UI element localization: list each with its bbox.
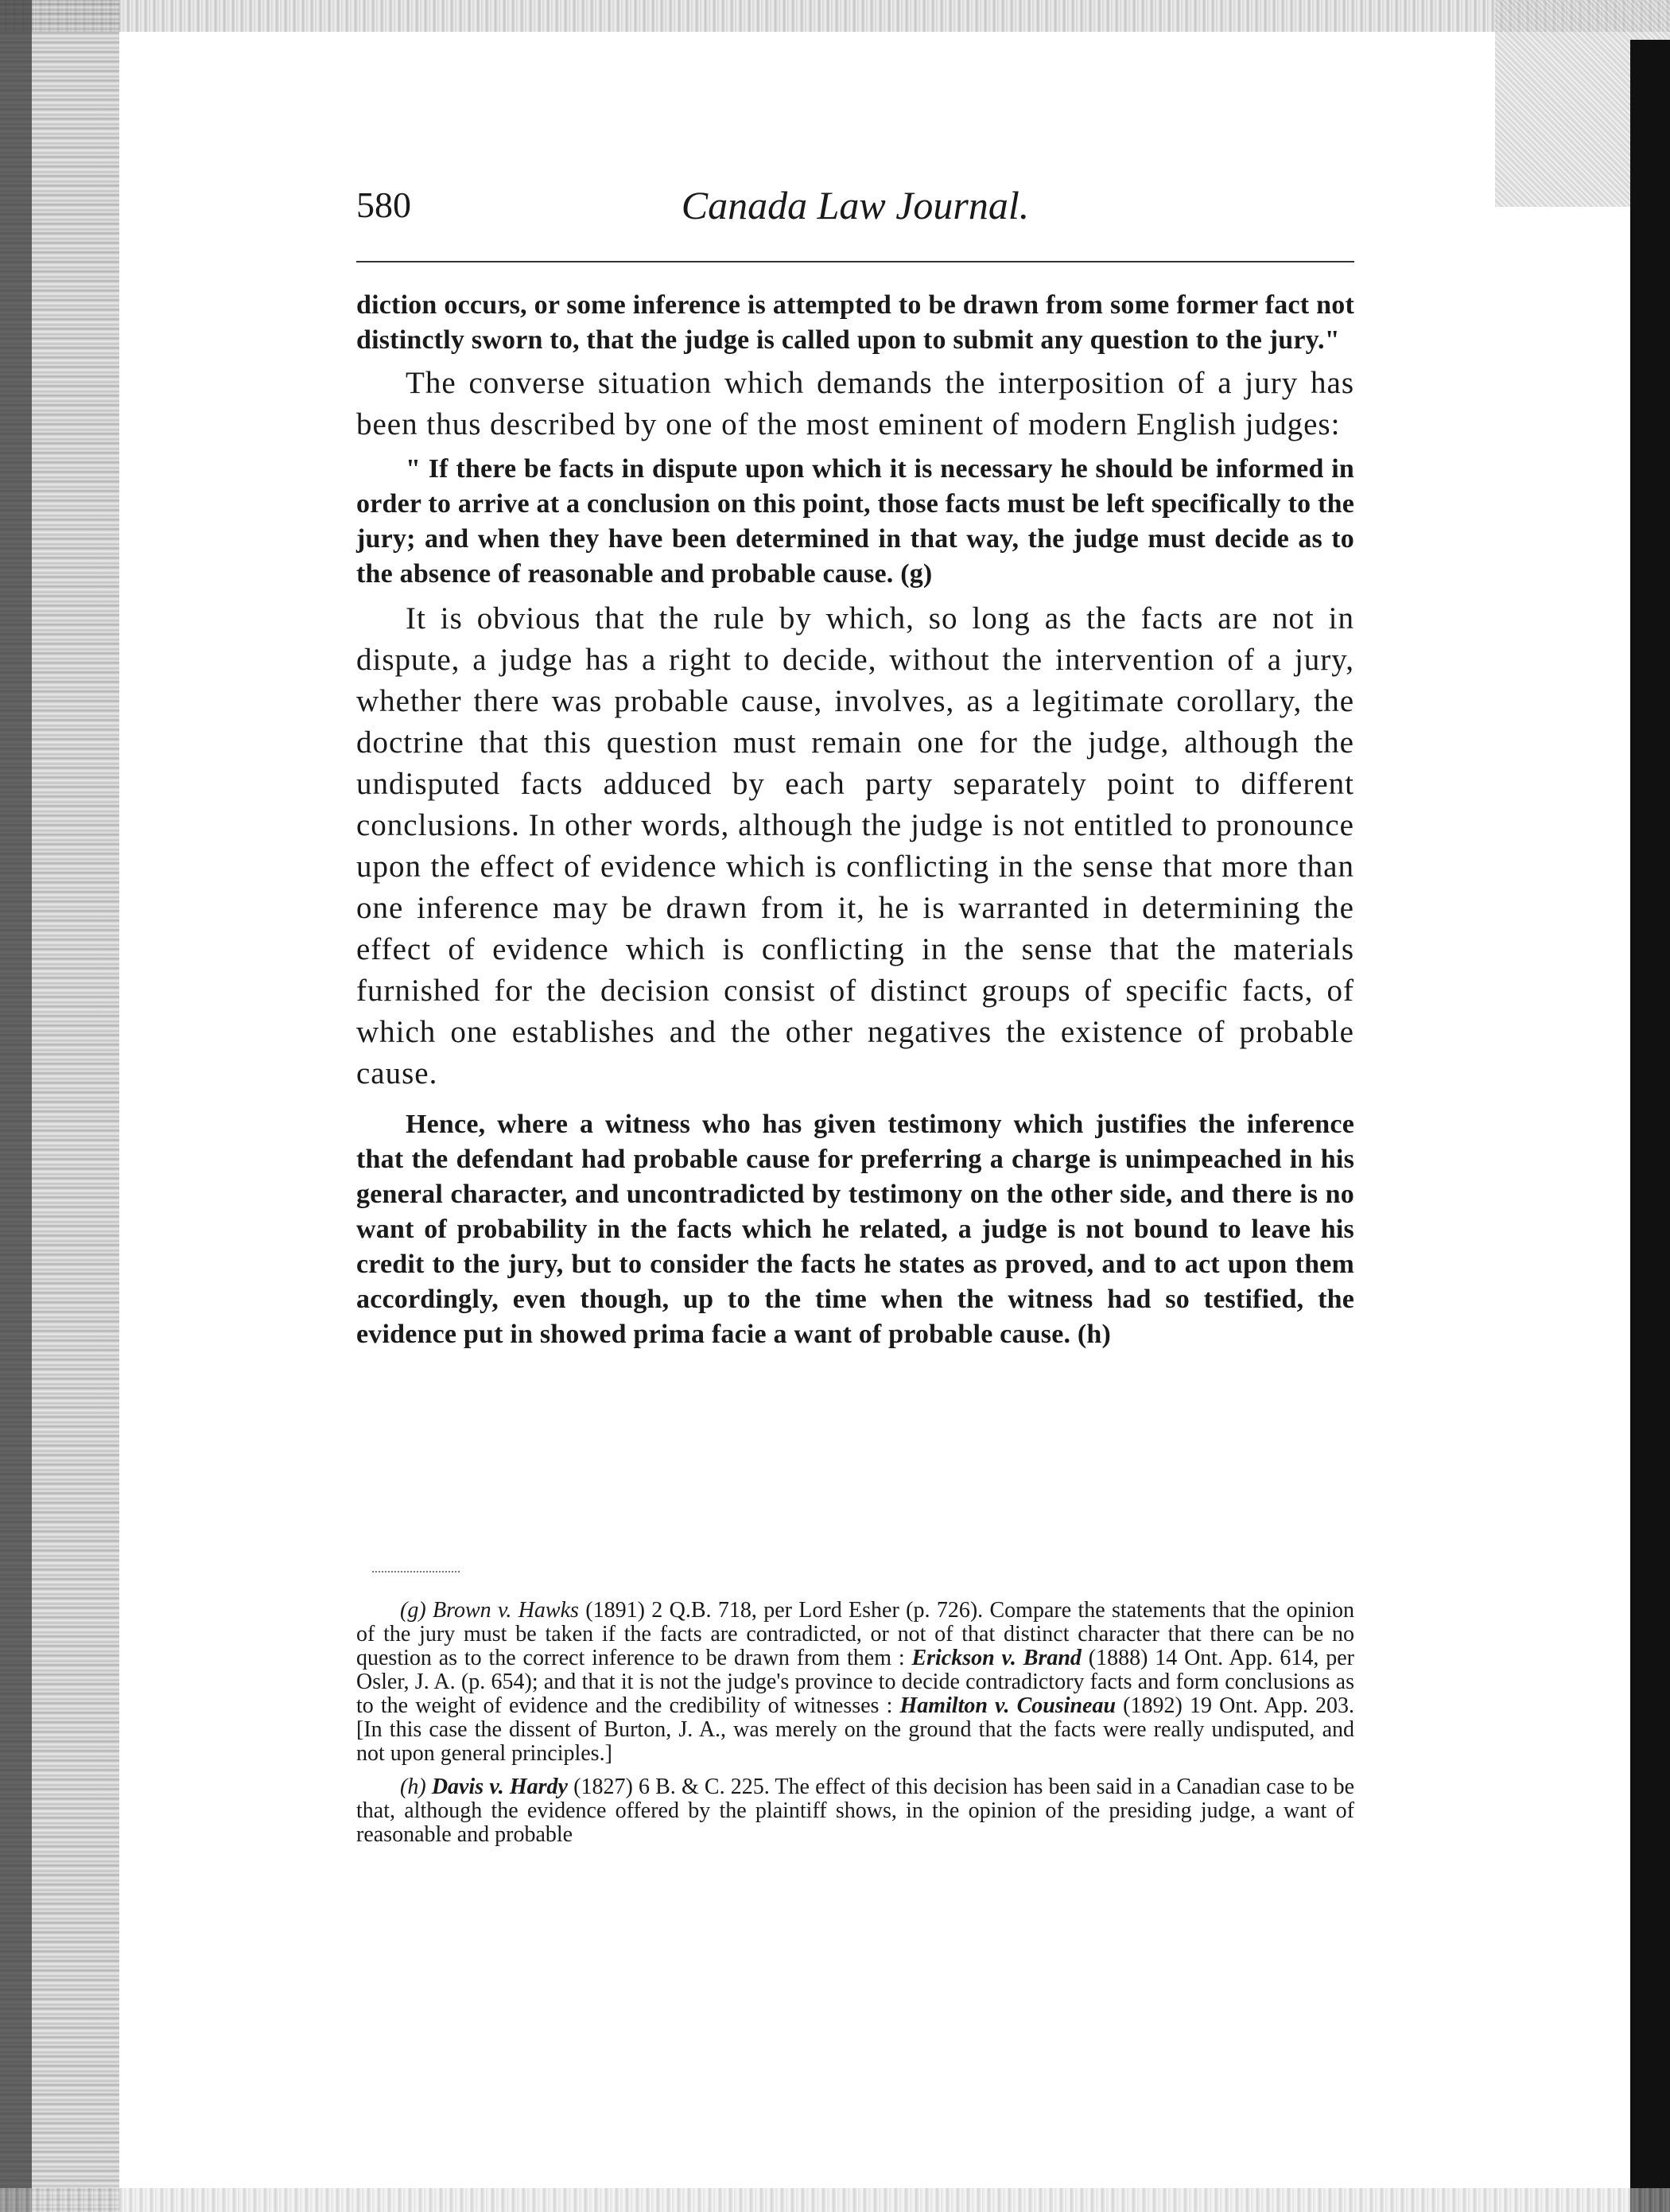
footnote-g-marker: (g) bbox=[400, 1598, 426, 1623]
paragraph-2: The converse situation which demands the interposition of a jury has been thus described by one of the most eminent of modern English judges: bbox=[356, 366, 1354, 441]
footnote-h bbox=[356, 1775, 1354, 1847]
page-header bbox=[356, 181, 1354, 245]
footnote-g-text-3: (1892) 19 Ont. App. 203. [In this case the dissent of Burton, J. A., was merely on the ground that the facts were really undisputed, and not upon general principles.] bbox=[356, 1693, 1354, 1766]
paragraph-4: It is obvious that the rule by which, so long as the facts are not in dispute, a judge has a right to decide, without the intervention of a jury, whether there was probable cause, involves, as a legitimate corollary, the doctrine that this question must remain one for the judge, although the undisputed facts adduced by each party separately point to different conclusions. In other words, although the judge is not entitled to pronounce upon the effect of evidence which is conflicting in the sense that more than one inference may be drawn from it, he is warranted in determining the effect of evidence which is conflicting in the sense that the materials furnished for the decision consist of distinct groups of specific facts, of which one establishes and the other negatives the existence of probable cause. bbox=[356, 601, 1354, 1090]
paragraph-5: Hence, where a witness who has given testimony which justifies the inference that the defendant had probable cause for preferring a charge is unimpeached in his general character, and uncontradicted by testimony on the other side, and there is no want of probability in the facts which he related, a judge is not bound to leave his credit to the jury, but to consider the facts he states as proved, and to act upon them accordingly, even though, up to the time when the witness had so testified, the evidence put in showed prima facie a want of probable cause. (h) bbox=[356, 1110, 1354, 1349]
header-rule bbox=[356, 261, 1354, 262]
footnote-h-marker: (h) bbox=[400, 1775, 426, 1799]
scan-edge-left-binding bbox=[0, 0, 32, 2212]
footnotes bbox=[356, 1599, 1354, 1856]
footnote-g bbox=[356, 1599, 1354, 1766]
running-title: Canada Law Journal. bbox=[681, 183, 1030, 227]
footnote-h-case-1: Davis v. Hardy bbox=[431, 1775, 568, 1799]
scan-edge-top bbox=[0, 0, 1670, 32]
scan-edge-bottom bbox=[0, 2188, 1670, 2212]
footnote-g-text-2: (1888) 14 Ont. App. 614, per Osler, J. A. (p. 654); and that it is not the judge's province to decide contradictory facts and form conclusions as to the weight of evidence and the credibility of witnesses : bbox=[356, 1646, 1354, 1718]
footnote-g-case-3: Hamilton v. Cousineau bbox=[899, 1693, 1117, 1718]
footnote-separator bbox=[372, 1571, 460, 1573]
paragraph-1: diction occurs, or some inference is attempted to be drawn from some former fact not distinctly sworn to, that the judge is called upon to submit any question to the jury." bbox=[356, 290, 1354, 355]
footnote-h-text-1: (1827) 6 B. & C. 225. The effect of this decision has been said in a Canadian case to be that, although the evidence offered by the plaintiff shows, in the opinion of the presiding judge, a want of reasonable and probable bbox=[356, 1775, 1355, 1847]
quoted-paragraph: " If there be facts in dispute upon which it is necessary he should be informed in order to arrive at a conclusion on this point, those facts must be left specifically to the jury; and when they have been determined in that way, the judge must decide as to the absence of reasonable and probable cause. (g) bbox=[356, 454, 1354, 589]
body-text bbox=[356, 288, 1354, 1352]
footnote-g-case-1: Brown v. Hawks bbox=[433, 1598, 579, 1623]
scan-edge-right bbox=[1630, 40, 1670, 2212]
footnote-g-case-2: Erickson v. Brand bbox=[911, 1646, 1082, 1670]
footnote-g-text-1: (1891) 2 Q.B. 718, per Lord Esher (p. 726). Compare the statements that the opinion of the jury must be taken if the facts are contradicted, or not of that distinct character that there can be no question as to the correct inference to be drawn from them : bbox=[356, 1598, 1355, 1670]
page-number: 580 bbox=[356, 185, 411, 225]
